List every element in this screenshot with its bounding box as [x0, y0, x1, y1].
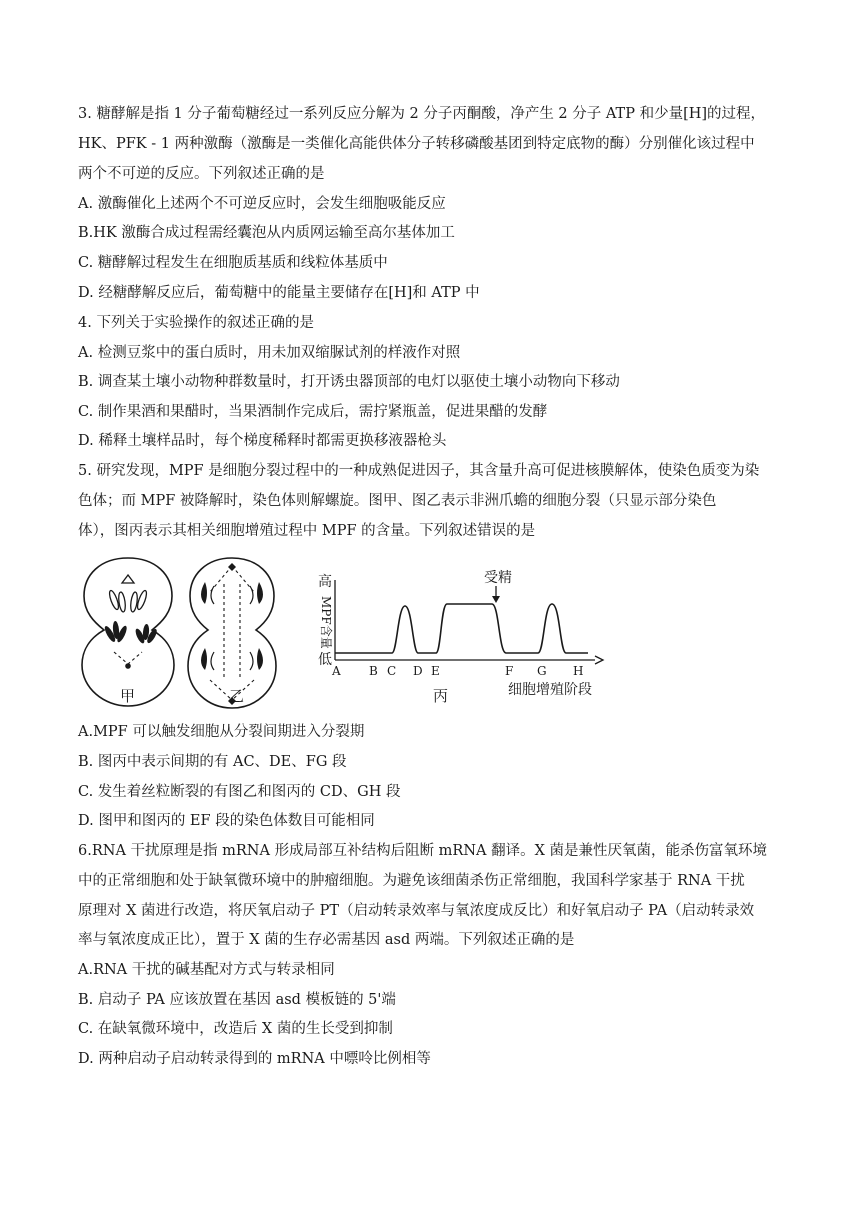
y-axis-label: MPF含量: [319, 596, 333, 649]
q3-option-d: D. 经糖酵解反应后，葡萄糖中的能量主要储存在[H]和 ATP 中: [78, 285, 480, 301]
q4-option-a: A. 检测豆浆中的蛋白质时，用未加双缩脲试剂的样液作对照: [78, 345, 461, 361]
q3-stem-line-1: 3. 糖酵解是指 1 分子葡萄糖经过一系列反应分解为 2 分子丙酮酸，净产生 2 分子 ATP 和少量[H]的过程，: [78, 106, 766, 122]
q4-option-b: B. 调查某土壤小动物种群数量时，打开诱虫器顶部的电灯以驱使土壤小动物向下移动: [78, 374, 620, 390]
q5-option-d: D. 图甲和图丙的 EF 段的染色体数目可能相同: [78, 813, 375, 829]
q5-stem-line-2: 色体；而 MPF 被降解时，染色体则解螺旋。图甲、图乙表示非洲爪蟾的细胞分裂（只显示部分染色: [78, 493, 717, 509]
label-jia: 甲: [120, 687, 136, 705]
q5-option-b: B. 图丙中表示间期的有 AC、DE、FG 段: [78, 754, 347, 770]
q3-stem-line-3: 两个不可逆的反应。下列叙述正确的是: [78, 166, 325, 182]
q6-stem-line-1: 6.RNA 干扰原理是指 mRNA 形成局部互补结构后阻断 mRNA 翻译。X 菌是兼性厌氧菌，能杀伤富氧环境: [78, 843, 768, 859]
y-low-label: 低: [318, 652, 332, 668]
q5-option-c: C. 发生着丝粒断裂的有图乙和图丙的 CD、GH 段: [78, 784, 401, 800]
label-yi: 乙: [229, 687, 245, 705]
x-tick-f: F: [505, 664, 514, 678]
q4-stem: 4. 下列关于实验操作的叙述正确的是: [78, 315, 314, 331]
label-bing: 丙: [433, 687, 449, 705]
q6-stem-line-4: 率与氧浓度成正比），置于 X 菌的生存必需基因 asd 两端。下列叙述正确的是: [78, 932, 575, 948]
x-axis-label: 细胞增殖阶段: [508, 682, 592, 698]
cell-yi: [188, 558, 276, 708]
q4-option-d: D. 稀释土壤样品时，每个梯度稀释时都需更换移液器枪头: [78, 433, 447, 449]
fertilization-label: 受精: [484, 570, 512, 586]
q6-stem-line-2: 中的正常细胞和处于缺氧微环境中的肿瘤细胞。为避免该细菌杀伤正常细胞，我国科学家基于 RNA 干扰: [78, 873, 745, 889]
x-tick-a: A: [332, 664, 341, 678]
q6-option-d: D. 两种启动子启动转录得到的 mRNA 中嘌呤比例相等: [78, 1051, 431, 1067]
q5-stem-line-1: 5. 研究发现，MPF 是细胞分裂过程中的一种成熟促进因子，其含量升高可促进核膜解体，使染色质变为染: [78, 463, 760, 479]
q3-option-a: A. 激酶催化上述两个不可逆反应时，会发生细胞吸能反应: [78, 196, 446, 212]
q5-option-a: A.MPF 可以触发细胞从分裂间期进入分裂期: [78, 724, 365, 740]
y-high-label: 高: [318, 574, 332, 590]
q5-stem-line-3: 体），图丙表示其相关细胞增殖过程中 MPF 的含量。下列叙述错误的是: [78, 523, 536, 539]
x-tick-d: D: [413, 664, 423, 678]
q6-option-c: C. 在缺氧微环境中，改造后 X 菌的生长受到抑制: [78, 1021, 393, 1037]
q6-stem-line-3: 原理对 X 菌进行改造，将厌氧启动子 PT（启动转录效率与氧浓度成反比）和好氧启动子 PA（启动转录效: [78, 903, 755, 919]
mpf-chart: [318, 569, 603, 698]
x-tick-b: B: [369, 664, 378, 678]
x-tick-c: C: [387, 664, 397, 678]
x-tick-e: E: [431, 664, 440, 678]
x-tick-h: H: [573, 664, 584, 678]
x-tick-g: G: [537, 664, 547, 678]
q6-option-b: B. 启动子 PA 应该放置在基因 asd 模板链的 5'端: [78, 992, 396, 1008]
q3-option-c: C. 糖酵解过程发生在细胞质基质和线粒体基质中: [78, 255, 388, 271]
q6-option-a: A.RNA 干扰的碱基配对方式与转录相同: [78, 962, 335, 978]
fertilization-arrow-head: [492, 596, 500, 603]
q3-stem-line-2: HK、PFK - 1 两种激酶（激酶是一类催化高能供体分子转移磷酸基团到特定底物的酶）分别催化该过程中: [78, 136, 755, 152]
q3-option-b: B.HK 激酶合成过程需经囊泡从内质网运输至高尔基体加工: [78, 225, 455, 241]
q4-option-c: C. 制作果酒和果醋时，当果酒制作完成后，需拧紧瓶盖，促进果醋的发酵: [78, 404, 548, 420]
cell-jia: [82, 558, 174, 706]
chart-x-arrow: [595, 656, 603, 664]
mpf-curve: [335, 604, 588, 653]
